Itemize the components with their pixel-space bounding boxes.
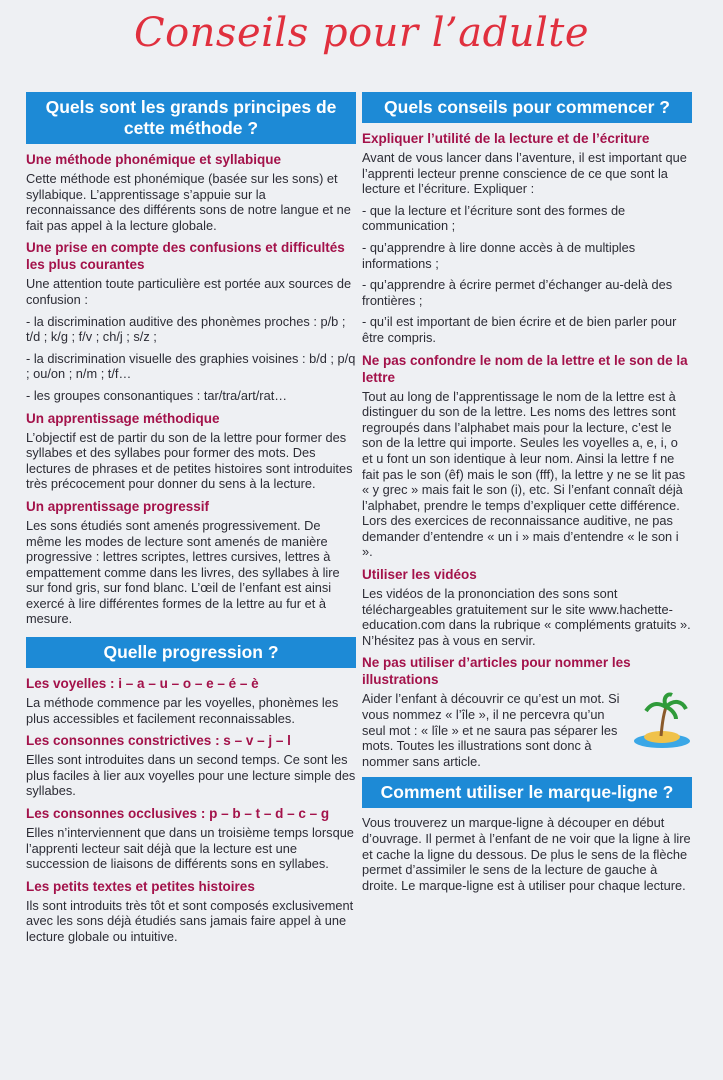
section-banner-advice: Quels conseils pour commencer ? — [362, 92, 692, 123]
list-item: - qu’il est important de bien écrire et de bien parler pour être compris. — [362, 314, 677, 345]
paragraph: La méthode commence par les voyelles, phonèmes les plus accessibles et facilement reconnaissables. — [26, 695, 339, 726]
page-title: Conseils pour l’adulte — [133, 10, 590, 56]
paragraph: Vous trouverez un marque-ligne à découper en début d’ouvrage. Il permet à l’enfant de ne voir que la ligne à lire et cache la ligne du dessous. De plus le sens de la flèche permet d’assimiler le sens de la lecture de gauche à droite. Le marque-ligne est à utiliser pour chaque lecture. — [362, 815, 691, 893]
paragraph-with-illustration — [362, 691, 692, 769]
paragraph: Une attention toute particulière est portée aux sources de confusion : — [26, 276, 352, 307]
paragraph: Ils sont introduits très tôt et sont composés exclusivement avec les sons déjà étudiés sans jamais faire appel à une lecture globale ou intuitive. — [26, 897, 354, 944]
list-item: - la discrimination auditive des phonèmes proches : p/b ; t/d ; k/g ; f/v ; ch/j ; s/z ; — [26, 313, 346, 345]
paragraph: L’objectif est de partir du son de la lettre pour former des syllabes et des syllabes pour former des mots. Des lectures de phrases et de petites histoires sont introduites très précocement pour donner du sens à la lecture. — [26, 429, 353, 492]
subheading-methodical: Un apprentissage méthodique — [26, 410, 220, 426]
subheading-phonemic-method: Une méthode phonémique et syllabique — [26, 152, 282, 167]
paragraph: Les sons étudiés sont amenés progressivement. De même les modes de lecture sont amenés de manière progressive : lettres scriptes, lettres cursives, lettres à empattement comme dans les livres, des syllabes à lire sur fond gris, sur fond blanc. L’œil de l’enfant est ainsi exercé à lire différentes formes de la lettre au fur et à mesure. — [26, 517, 340, 627]
list-item: - qu’apprendre à écrire permet d’échanger au-delà des frontières ; — [362, 277, 673, 308]
list-item: - les groupes consonantiques : tar/tra/art/rat… — [26, 387, 288, 403]
subheading-videos: Utiliser les vidéos — [362, 567, 477, 583]
subheading-constrictive: Les consonnes constrictives : s – v – j – l — [26, 733, 291, 749]
paragraph: Avant de vous lancer dans l’aventure, il est important que l’apprenti lecteur prenne conscience de ce que sont la lecture et l’écriture. Expliquer : — [362, 150, 687, 197]
paragraph-text: Aider l’enfant à découvrir ce qu’est un mot. Si vous nommez « l’île », il ne percevra qu’un seul mot : « lîle » et ne saura pas séparer les mots. Toutes les illustrations sont donc à nommer sans article. — [362, 691, 620, 769]
paragraph: Tout au long de l’apprentissage le nom de la lettre est à distinguer du son de la lettre. Les noms des lettres sont regroupés dans l’alphabet mais pour la lecture, c’est le son de la lettre qui importe. Seules les voyelles a, e, i, o et u font un son identique à leur nom. Ainsi la lettre f ne fait pas le son (êf) mais le son (fff), la lettre y ne se lit pas « y grec » mais fait le son (i), etc. Si l’enfant connaît déjà l’alphabet, prendre le temps d’expliquer cette différence. Lors des exercices de reconnaissance auditive, ne pas demander d’entendre « un i » mais d’entendre « le son i ». — [362, 388, 686, 560]
paragraph: Cette méthode est phonémique (basée sur les sons) et syllabique. L’apprentissage s’appuie sur la reconnaissance des différents sons de notre langue et ne fait pas appel à la lecture globale. — [26, 171, 351, 233]
subheading-confusions: Une prise en compte des confusions et difficultés les plus courantes — [26, 240, 345, 273]
subheading-occlusive: Les consonnes occlusives : p – b – t – d – c – g — [26, 806, 330, 822]
left-column — [26, 92, 356, 951]
subheading-progressive: Un apprentissage progressif — [26, 498, 210, 514]
subheading-small-texts: Les petits textes et petites histoires — [26, 878, 255, 894]
island-icon — [632, 691, 692, 751]
subheading-explain-utility: Expliquer l’utilité de la lecture et de l’écriture — [362, 131, 650, 146]
paragraph: Les vidéos de la prononciation des sons sont téléchargeables gratuitement sur le site www.hachette-education.com dans la rubrique « compléments gratuits ». N’hésitez pas à vous en servir. — [362, 586, 691, 648]
paragraph: Elles n’interviennent que dans un troisième temps lorsque l’apprenti lecteur sait déjà que la lecture est une succession de liaisons de différents sons en syllabes. — [26, 825, 354, 872]
subheading-vowels: Les voyelles : i – a – u – o – e – é – è — [26, 676, 259, 692]
list-item: - que la lecture et l’écriture sont des formes de communication ; — [362, 202, 626, 234]
section-banner-progression: Quelle progression ? — [26, 637, 356, 668]
list-item: - qu’apprendre à lire donne accès à de multiples informations ; — [362, 239, 636, 271]
paragraph: Elles sont introduites dans un second temps. Ce sont les plus faciles à lier aux voyelles pour une lecture simple des syllabes. — [26, 752, 356, 799]
subheading-no-articles: Ne pas utiliser d’articles pour nommer les illustrations — [362, 655, 631, 688]
section-banner-principles: Quels sont les grands principes de cette méthode ? — [26, 92, 356, 144]
section-banner-line-marker: Comment utiliser le marque-ligne ? — [362, 777, 692, 808]
right-column — [362, 92, 692, 899]
list-item: - la discrimination visuelle des graphies voisines : b/d ; p/q ; ou/on ; n/m ; t/f… — [26, 350, 356, 382]
subheading-name-vs-sound: Ne pas confondre le nom de la lettre et le son de la lettre — [362, 352, 688, 385]
